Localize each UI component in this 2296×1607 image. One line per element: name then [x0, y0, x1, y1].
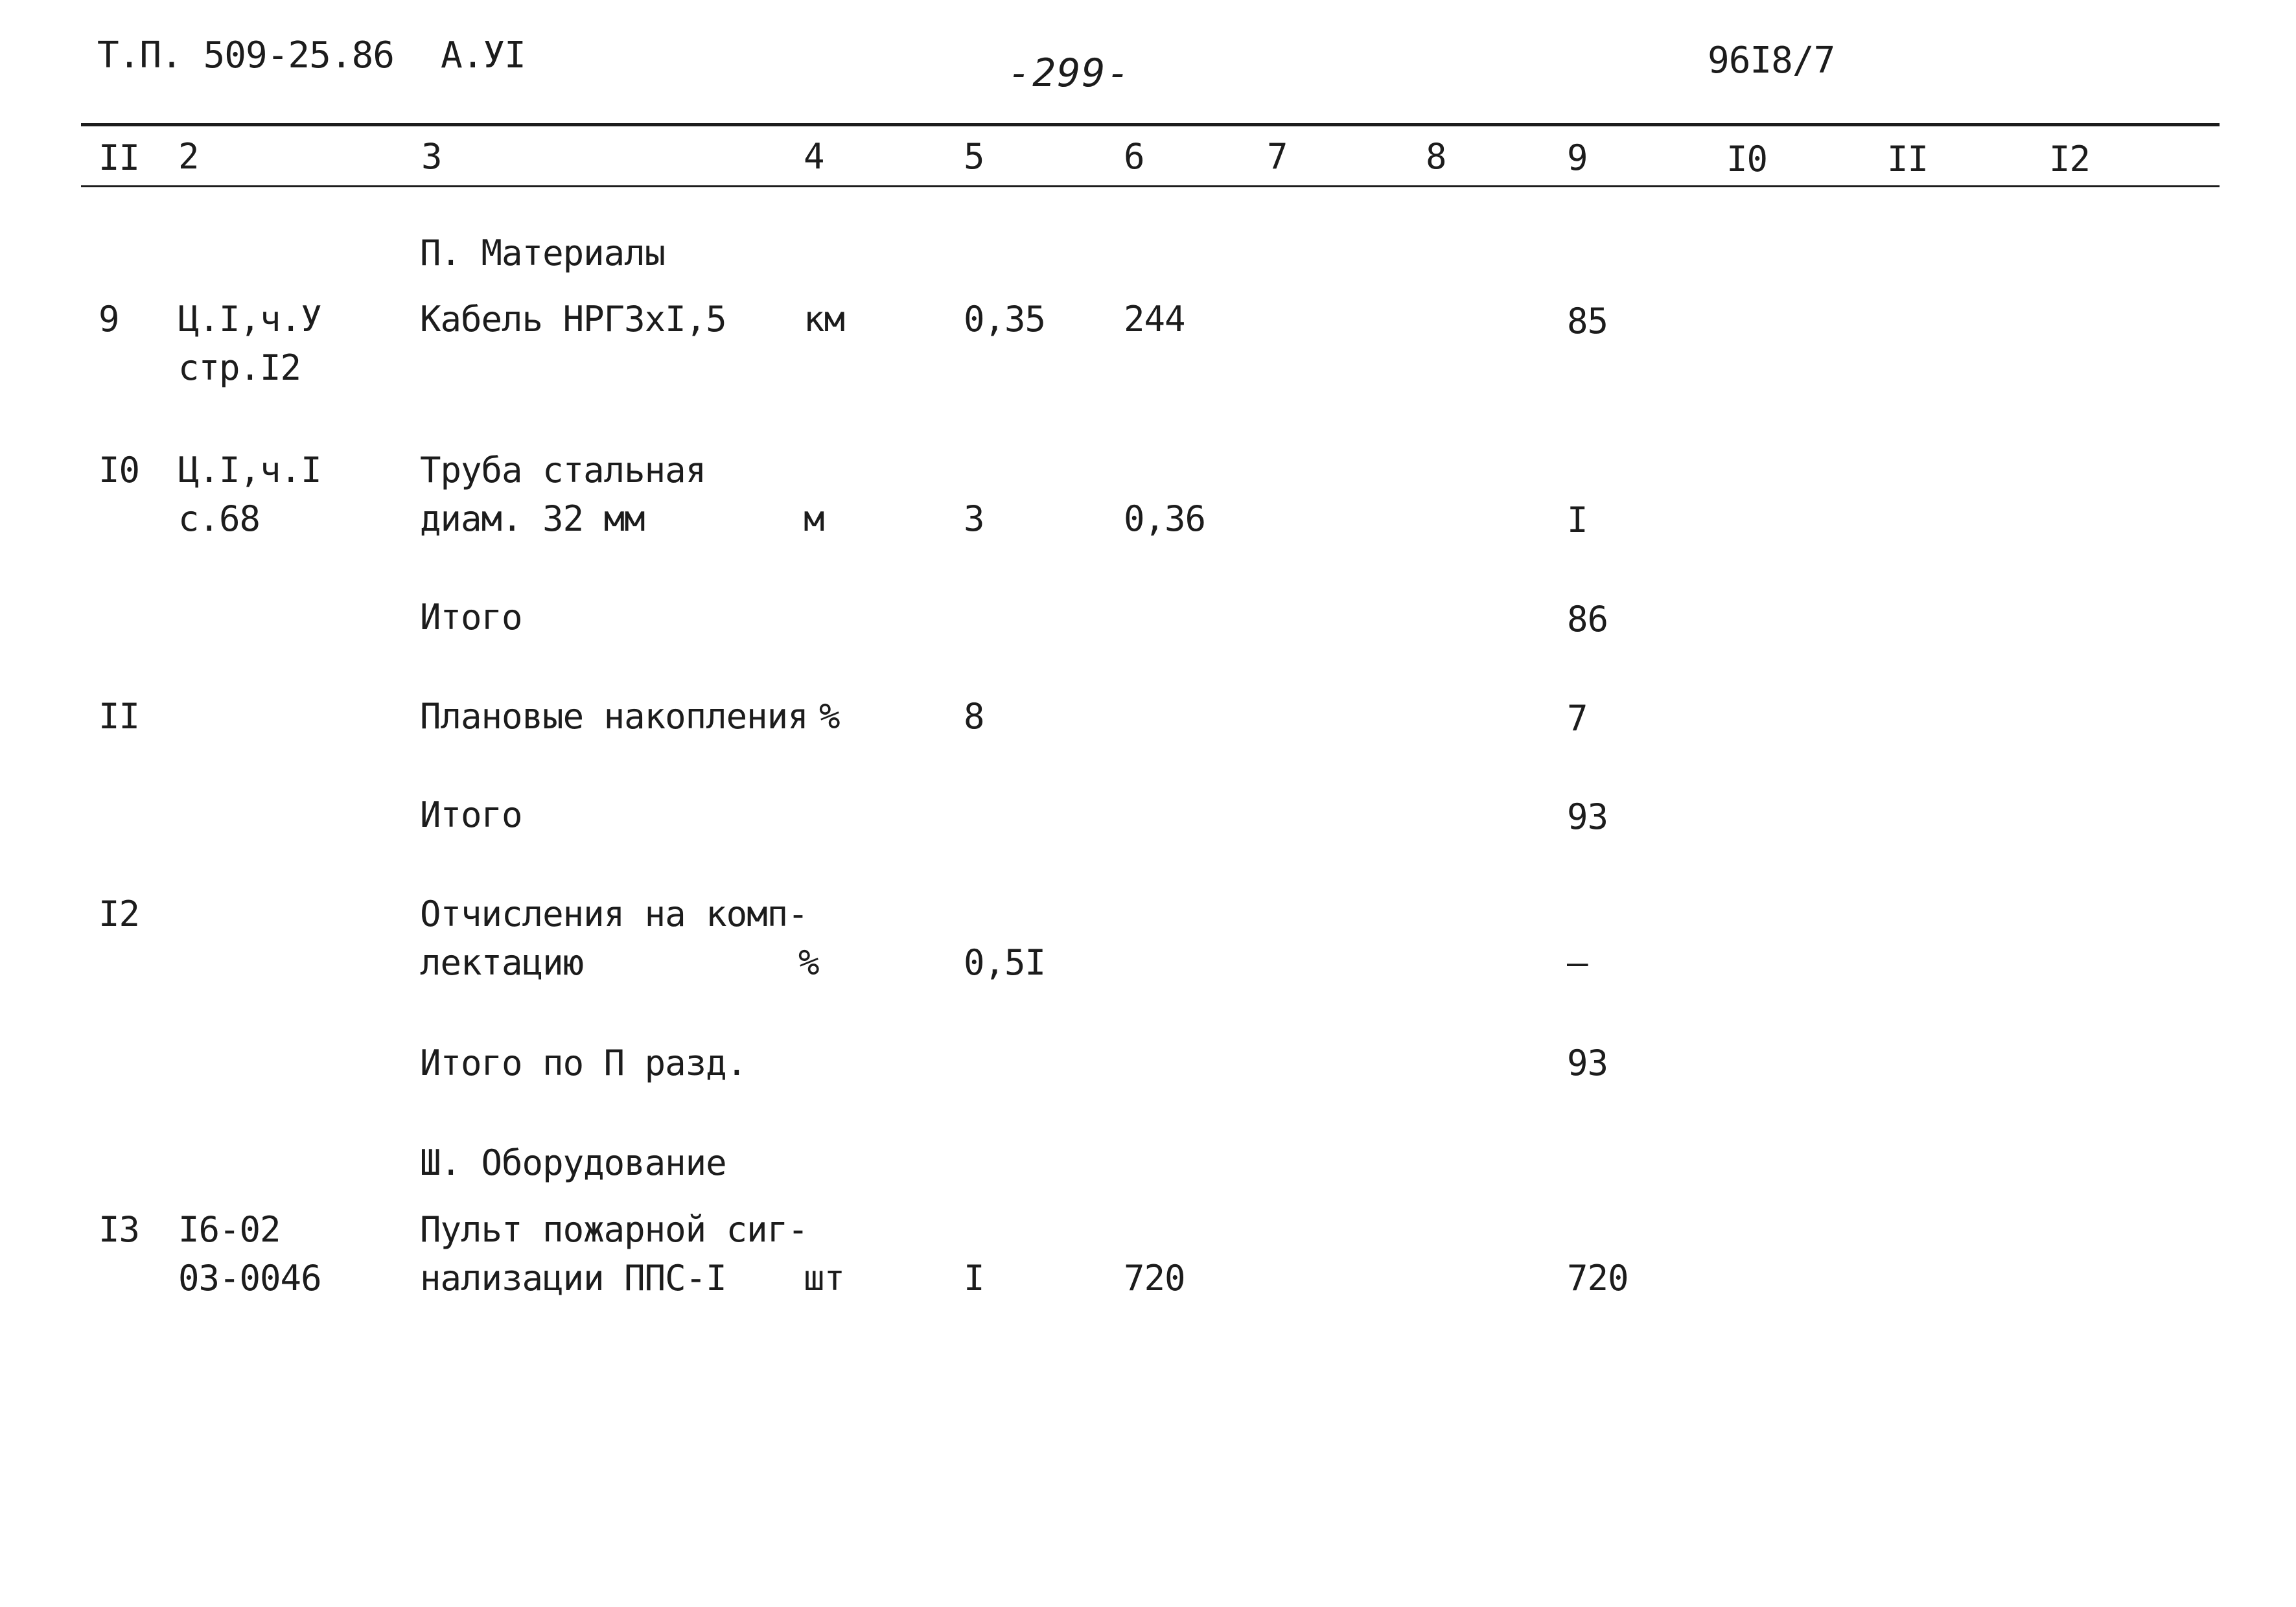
unit-price: 0,36: [1124, 498, 1206, 539]
section-title-equipment: Ш. Оборудование: [420, 1142, 726, 1183]
quantity: 8: [964, 696, 984, 737]
total-cost: 85: [1567, 301, 1608, 341]
unit: %: [819, 696, 840, 737]
page-number: -299-: [1008, 51, 1131, 96]
price-reference: Ц.I,ч.I: [178, 450, 321, 491]
column-header: 9: [1567, 137, 1588, 178]
unit: км: [804, 299, 845, 340]
subtotal-label: Итого: [420, 794, 522, 835]
column-header: I0: [1726, 139, 1768, 179]
unit: м: [804, 498, 824, 539]
column-header: 2: [178, 136, 199, 177]
subtotal-label: Итого: [420, 597, 522, 638]
subtotal-value: 93: [1567, 796, 1608, 837]
price-reference: с.68: [178, 498, 261, 539]
doc-code: Т.П. 509-25.86: [97, 34, 395, 76]
unit-price: 244: [1124, 299, 1185, 340]
sheet-reference: 96I8/7: [1708, 40, 1835, 82]
item-name: Отчисления на комп-: [420, 894, 808, 934]
item-name: диам. 32 мм: [420, 498, 645, 539]
row-number: II: [99, 696, 140, 737]
item-name: Плановые накопления: [420, 696, 808, 737]
quantity: I: [964, 1258, 984, 1299]
column-header: 4: [804, 136, 824, 177]
column-header: 7: [1267, 136, 1288, 177]
unit-price: 720: [1124, 1258, 1185, 1299]
quantity: 3: [964, 498, 984, 539]
price-reference: Ц.I,ч.У: [178, 299, 321, 340]
table-header-bottom-rule: [81, 185, 2220, 187]
section-title-materials: П. Материалы: [420, 233, 666, 273]
price-reference: 03-0046: [178, 1258, 321, 1299]
album-code: А.УI: [441, 34, 526, 76]
row-number: 9: [99, 299, 119, 340]
section-total-label: Итого по П разд.: [420, 1043, 747, 1083]
price-reference: стр.I2: [178, 347, 301, 388]
column-header: 3: [421, 136, 442, 177]
row-number: I3: [99, 1209, 140, 1250]
subtotal-value: 86: [1567, 599, 1608, 640]
column-header: II: [1887, 139, 1929, 179]
total-cost: –: [1567, 942, 1588, 983]
item-name: нализации ППС-I: [420, 1258, 726, 1299]
total-cost: I: [1567, 500, 1588, 540]
quantity: 0,5I: [964, 942, 1046, 983]
unit: шт: [804, 1258, 845, 1299]
column-header: 8: [1426, 136, 1446, 177]
total-cost: 720: [1567, 1258, 1629, 1299]
price-reference: I6-02: [178, 1209, 281, 1250]
quantity: 0,35: [964, 299, 1046, 340]
column-header: 6: [1124, 136, 1144, 177]
item-name: Пульт пожарной сиг-: [420, 1209, 808, 1250]
item-name: лектацию: [420, 942, 584, 983]
column-header: II: [99, 137, 140, 178]
column-header: I2: [2049, 139, 2091, 179]
column-header: 5: [964, 136, 984, 177]
row-number: I0: [99, 450, 140, 491]
row-number: I2: [99, 894, 140, 934]
unit: %: [798, 942, 819, 983]
item-name: Труба стальная: [420, 450, 706, 491]
item-name: Кабель НРГ3хI,5: [420, 299, 726, 340]
total-cost: 7: [1567, 698, 1588, 739]
table-top-rule: [81, 123, 2220, 126]
section-total-value: 93: [1567, 1043, 1608, 1083]
